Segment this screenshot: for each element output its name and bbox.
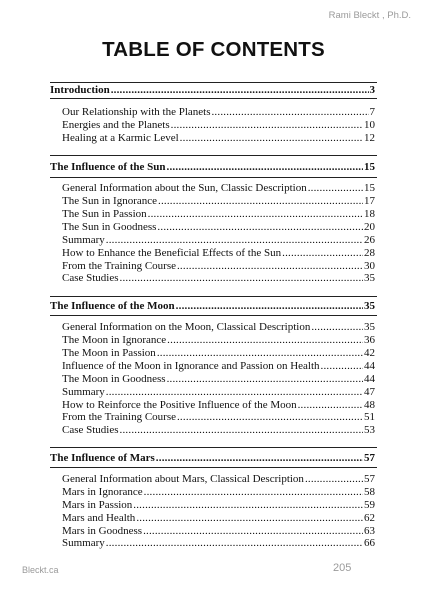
toc-item-title: Healing at a Karmic Level [62, 132, 179, 144]
leader-dots [120, 424, 363, 437]
toc-item[interactable] [62, 424, 375, 437]
section-rule [50, 447, 377, 448]
toc-heading-title: The Influence of the Moon [50, 300, 175, 312]
toc-item-title: The Sun in Ignorance [62, 195, 157, 207]
toc-item[interactable] [62, 234, 375, 247]
section-rule [50, 82, 377, 83]
leader-dots [177, 411, 363, 424]
toc-item-title: Mars in Goodness [62, 525, 143, 537]
toc-item[interactable] [62, 208, 375, 221]
toc-item[interactable] [62, 247, 375, 260]
toc-heading-title: The Influence of the Sun [50, 161, 166, 173]
leader-dots [167, 334, 363, 347]
toc-item-title: Mars in Ignorance [62, 486, 143, 498]
toc-item-title: Mars in Passion [62, 499, 133, 511]
leader-dots [305, 473, 363, 486]
toc-item-page: 7 [369, 106, 375, 118]
toc-heading-page: 3 [369, 84, 375, 96]
toc-item-title: General Information about Mars, Classical Description [62, 473, 304, 485]
leader-dots [156, 452, 363, 465]
toc-item-page: 51 [364, 411, 375, 423]
toc-item-page: 48 [364, 399, 375, 411]
toc-heading-page: 15 [364, 161, 375, 173]
leader-dots [176, 300, 363, 313]
toc-item[interactable] [62, 347, 375, 360]
toc-item[interactable] [62, 411, 375, 424]
toc-item-title: The Moon in Goodness [62, 373, 166, 385]
leader-dots [148, 208, 363, 221]
toc-item-page: 47 [364, 386, 375, 398]
toc-item[interactable] [62, 473, 375, 486]
toc-item-title: How to Reinforce the Positive Influence of the Moon [62, 399, 297, 411]
toc-item-page: 59 [364, 499, 375, 511]
toc-item-page: 62 [364, 512, 375, 524]
toc-item[interactable] [62, 386, 375, 399]
toc-item-title: The Sun in Goodness [62, 221, 157, 233]
leader-dots [133, 499, 363, 512]
toc-item-page: 44 [364, 373, 375, 385]
toc-item-page: 53 [364, 424, 375, 436]
section-rule [50, 98, 377, 99]
toc-item-page: 36 [364, 334, 375, 346]
toc-item-title: The Moon in Ignorance [62, 334, 167, 346]
toc-item-page: 20 [364, 221, 375, 233]
page-title: TABLE OF CONTENTS [102, 38, 325, 61]
toc-item[interactable] [62, 486, 375, 499]
toc-item-title: From the Training Course [62, 260, 176, 272]
toc-heading-title: The Influence of Mars [50, 452, 155, 464]
toc-item[interactable] [62, 182, 375, 195]
toc-item-title: Influence of the Moon in Ignorance and Passion on Health [62, 360, 320, 372]
leader-dots [111, 84, 369, 97]
author-header: Rami Bleckt , Ph.D. [328, 10, 411, 21]
toc-item-title: Our Relationship with the Planets [62, 106, 211, 118]
section-rule [50, 155, 377, 156]
toc-heading-page: 35 [364, 300, 375, 312]
toc-item-page: 15 [364, 182, 375, 194]
toc-item-title: The Sun in Passion [62, 208, 147, 220]
section-rule [50, 315, 377, 316]
leader-dots [321, 360, 363, 373]
toc-item[interactable] [62, 272, 375, 285]
toc-item-title: Mars and Health [62, 512, 136, 524]
leader-dots [158, 195, 363, 208]
toc-heading-title: Introduction [50, 84, 110, 96]
toc-heading-introduction[interactable] [50, 84, 375, 97]
toc-item-title: Case Studies [62, 424, 119, 436]
toc-item-page: 10 [364, 119, 375, 131]
footer-page-number: 205 [333, 562, 352, 574]
toc-heading-page: 57 [364, 452, 375, 464]
toc-item-title: Summary [62, 234, 105, 246]
leader-dots [211, 106, 368, 119]
toc-item-title: Summary [62, 537, 105, 549]
toc-item[interactable] [62, 360, 375, 373]
leader-dots [311, 321, 363, 334]
toc-heading-moon[interactable] [50, 300, 375, 313]
toc-item-page: 66 [364, 537, 375, 549]
toc-heading-sun[interactable] [50, 161, 375, 174]
toc-item-title: From the Training Course [62, 411, 176, 423]
leader-dots [157, 347, 363, 360]
leader-dots [171, 119, 363, 132]
toc-item-page: 26 [364, 234, 375, 246]
toc-item[interactable] [62, 499, 375, 512]
toc-item[interactable] [62, 221, 375, 234]
leader-dots [106, 234, 363, 247]
toc-item-page: 30 [364, 260, 375, 272]
toc-item-page: 28 [364, 247, 375, 259]
section-rule [50, 296, 377, 297]
toc-item[interactable] [62, 132, 375, 145]
toc-item-title: General Information about the Sun, Classic Description [62, 182, 307, 194]
toc-item-title: How to Enhance the Beneficial Effects of the Sun [62, 247, 282, 259]
toc-item-page: 12 [364, 132, 375, 144]
section-rule [50, 467, 377, 468]
leader-dots [308, 182, 363, 195]
section-rule [50, 177, 377, 178]
toc-item[interactable] [62, 373, 375, 386]
footer-site: Bleckt.ca [22, 565, 59, 575]
toc-item[interactable] [62, 334, 375, 347]
toc-item-title: Summary [62, 386, 105, 398]
leader-dots [157, 221, 363, 234]
toc-item-page: 42 [364, 347, 375, 359]
toc-item-page: 35 [364, 272, 375, 284]
leader-dots [136, 512, 363, 525]
toc-item-page: 35 [364, 321, 375, 333]
toc-item-page: 44 [364, 360, 375, 372]
toc-item[interactable] [62, 512, 375, 525]
leader-dots [120, 272, 363, 285]
toc-item-page: 17 [364, 195, 375, 207]
toc-item[interactable] [62, 119, 375, 132]
toc-item-page: 63 [364, 525, 375, 537]
leader-dots [144, 486, 363, 499]
toc-item-title: Case Studies [62, 272, 119, 284]
leader-dots [167, 161, 363, 174]
leader-dots [106, 386, 363, 399]
toc-item-page: 57 [364, 473, 375, 485]
toc-heading-mars[interactable] [50, 452, 375, 465]
toc-item-title: Energies and the Planets [62, 119, 170, 131]
leader-dots [106, 537, 363, 550]
leader-dots [167, 373, 363, 386]
leader-dots [282, 247, 363, 260]
leader-dots [180, 132, 363, 145]
toc-item-title: The Moon in Passion [62, 347, 156, 359]
toc-item-title: General Information on the Moon, Classical Description [62, 321, 311, 333]
toc-item[interactable] [62, 321, 375, 334]
toc-item[interactable] [62, 195, 375, 208]
toc-item-page: 58 [364, 486, 375, 498]
toc-item[interactable] [62, 106, 375, 119]
toc-item-page: 18 [364, 208, 375, 220]
toc-item[interactable] [62, 537, 375, 550]
